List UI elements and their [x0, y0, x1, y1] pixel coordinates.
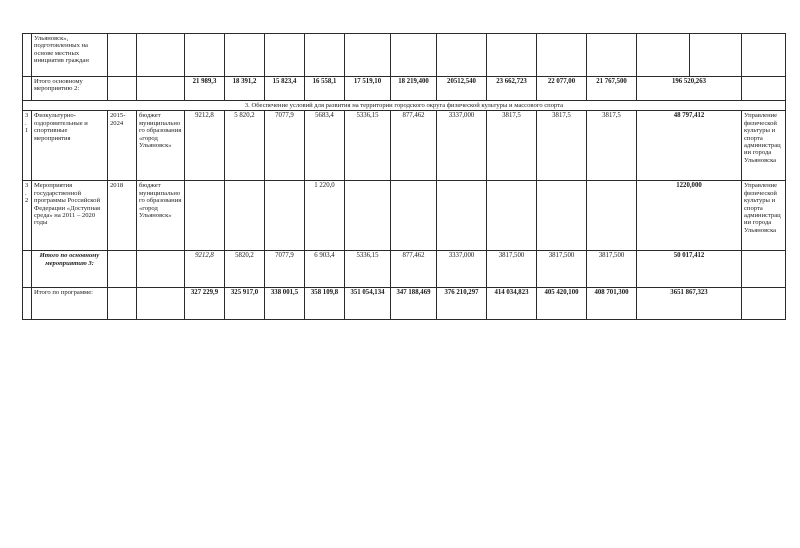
total2-value: 18 219,400 [391, 77, 437, 101]
total3-value: 5336,15 [345, 251, 391, 288]
total3-label: Итого по основному мероприятию 3: [32, 251, 108, 288]
total2-value: 17 519,10 [345, 77, 391, 101]
program-grand-total: 3651 867,323 [637, 288, 742, 320]
section3-heading-row [23, 101, 786, 111]
program-total-value: 347 188,469 [391, 288, 437, 320]
total2-value: 22 077,00 [537, 77, 587, 101]
value-cell: 3337,000 [437, 111, 487, 181]
total3-value: 7077,9 [265, 251, 305, 288]
total2-value: 20512,540 [437, 77, 487, 101]
value-cell: 5683,4 [305, 111, 345, 181]
value-cell: 1 220,0 [305, 181, 345, 251]
value-cell: 3817,5 [587, 111, 637, 181]
total2-value: 21 767,500 [587, 77, 637, 101]
program-total-value: 414 034,823 [487, 288, 537, 320]
total2-value: 18 391,2 [225, 77, 265, 101]
total3-value: 3817,500 [587, 251, 637, 288]
carry-row [23, 34, 786, 77]
program-total-value: 358 109,8 [305, 288, 345, 320]
total-cell: 48 797,412 [637, 111, 742, 181]
total3-value: 9212,8 [185, 251, 225, 288]
value-cell: 9212,8 [185, 111, 225, 181]
total2-row [23, 77, 786, 101]
total2-value: 16 558,1 [305, 77, 345, 101]
total-cell: 1220,000 [637, 181, 742, 251]
value-cell: 3817,5 [487, 111, 537, 181]
value-cell: 7077,9 [265, 111, 305, 181]
value-cell: 5336,15 [345, 111, 391, 181]
period: 2018 [108, 181, 137, 251]
row-number: 3.2 [23, 181, 32, 251]
executor: Управление физической культуры и спорта администрации города Ульяновска [742, 111, 786, 181]
value-cell: 3817,5 [537, 111, 587, 181]
total3-value: 6 903,4 [305, 251, 345, 288]
measure-name: Физкультурно-оздоровительные и спортивные мероприятия [32, 111, 108, 181]
total2-value: 15 823,4 [265, 77, 305, 101]
carry-text-cell: Ульяновск», подготовленных на основе местных инициатив граждан [32, 34, 108, 77]
program-total-label: Итого по программе: [32, 288, 108, 320]
total2-value: 21 989,3 [185, 77, 225, 101]
funding-source: бюджет муниципального образования «город Ульяновск» [137, 111, 185, 181]
program-total-value: 351 054,134 [345, 288, 391, 320]
carry-num-cell [23, 34, 32, 77]
row-3-2 [23, 181, 786, 251]
total3-value: 3337,000 [437, 251, 487, 288]
total3-grand-value: 50 017,412 [637, 251, 742, 288]
executor: Управление физической культуры и спорта администрации города Ульяновска [742, 181, 786, 251]
total2-grand-value: 196 520,263 [637, 77, 742, 101]
program-total-value: 408 701,300 [587, 288, 637, 320]
program-total-value: 327 229,9 [185, 288, 225, 320]
program-total-value: 338 001,5 [265, 288, 305, 320]
total3-value: 3817,500 [487, 251, 537, 288]
value-cell: 5 820,2 [225, 111, 265, 181]
row-3-1 [23, 111, 786, 181]
total3-row [23, 251, 786, 288]
program-total-value: 325 917,0 [225, 288, 265, 320]
period: 2015-2024 [108, 111, 137, 181]
row-number: 3.1 [23, 111, 32, 181]
section3-heading: 3. Обеспечение условий для развития на территории городского округа физической культуры и массового спорта [23, 101, 786, 111]
value-cell: 877,462 [391, 111, 437, 181]
total3-value: 5820,2 [225, 251, 265, 288]
total3-value: 3817,500 [537, 251, 587, 288]
total3-value: 877,462 [391, 251, 437, 288]
funding-source: бюджет муниципального образования «город Ульяновск» [137, 181, 185, 251]
program-total-row [23, 288, 786, 320]
program-total-value: 405 420,100 [537, 288, 587, 320]
program-total-value: 376 210,297 [437, 288, 487, 320]
measure-name: Мероприятия государственной программы Российской Федерации «Доступная среда» на 2011 – 2020 годы [32, 181, 108, 251]
total2-label: Итого основному мероприятию 2: [32, 77, 108, 101]
budget-table [22, 33, 786, 320]
total2-value: 23 662,723 [487, 77, 537, 101]
